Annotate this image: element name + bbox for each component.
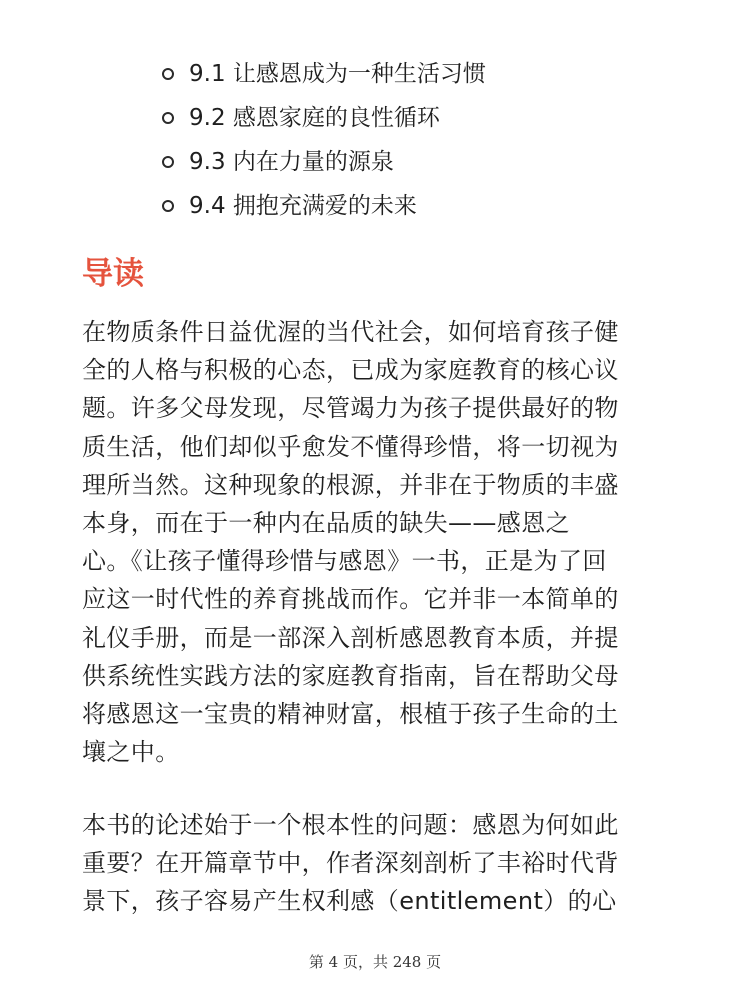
- toc-item[interactable]: [162, 52, 486, 96]
- text-line: 壤之中。: [82, 738, 180, 767]
- section-heading: 导读: [82, 256, 144, 292]
- text-line: 心。《让孩子懂得珍惜与感恩》一书，正是为了回: [82, 547, 607, 576]
- text-line: 礼仪手册，而是一部深入剖析感恩教育本质，并提: [82, 623, 619, 652]
- text-line: 理所当然。这种现象的根源，并非在于物质的丰盛: [82, 470, 619, 499]
- text-line: 全的人格与积极的心态，已成为家庭教育的核心议: [82, 356, 619, 385]
- hollow-circle-bullet-icon: [162, 68, 174, 80]
- toc-item-label: 9.1 让感恩成为一种生活习惯: [189, 61, 486, 87]
- text-line: 应这一时代性的养育挑战而作。它并非一本简单的: [82, 585, 619, 614]
- toc-item[interactable]: [162, 184, 486, 228]
- text-line: 将感恩这一宝贵的精神财富，根植于孩子生命的土: [82, 700, 619, 729]
- text-line: 在物质条件日益优渥的当代社会，如何培育孩子健: [82, 318, 619, 346]
- body-paragraph: [82, 313, 672, 771]
- toc-item-label: 9.4 拥抱充满爱的未来: [189, 193, 417, 219]
- hollow-circle-bullet-icon: [162, 200, 174, 212]
- text-line: 供系统性实践方法的家庭教育指南，旨在帮助父母: [82, 661, 619, 690]
- toc-item[interactable]: [162, 96, 486, 140]
- hollow-circle-bullet-icon: [162, 156, 174, 168]
- page-number-footer: 第 4 页，共 248 页: [308, 953, 442, 971]
- text-line: 质生活，他们却似乎愈发不懂得珍惜，将一切视为: [82, 432, 619, 461]
- toc-item-label: 9.3 内在力量的源泉: [189, 149, 394, 175]
- text-line: 本身，而在于一种内在品质的缺失——感恩之: [82, 509, 570, 538]
- text-line: 景下，孩子容易产生权利感（entitlement）的心: [82, 887, 617, 916]
- toc-item-label: 9.2 感恩家庭的良性循环: [189, 105, 440, 131]
- hollow-circle-bullet-icon: [162, 112, 174, 124]
- table-of-contents-list: [162, 52, 486, 228]
- text-line: 重要？在开篇章节中，作者深刻剖析了丰裕时代背: [82, 849, 619, 878]
- toc-item[interactable]: [162, 140, 486, 184]
- text-line: 本书的论述始于一个根本性的问题：感恩为何如此: [82, 811, 619, 839]
- body-paragraph: [82, 806, 672, 921]
- text-line: 题。许多父母发现，尽管竭力为孩子提供最好的物: [82, 394, 619, 423]
